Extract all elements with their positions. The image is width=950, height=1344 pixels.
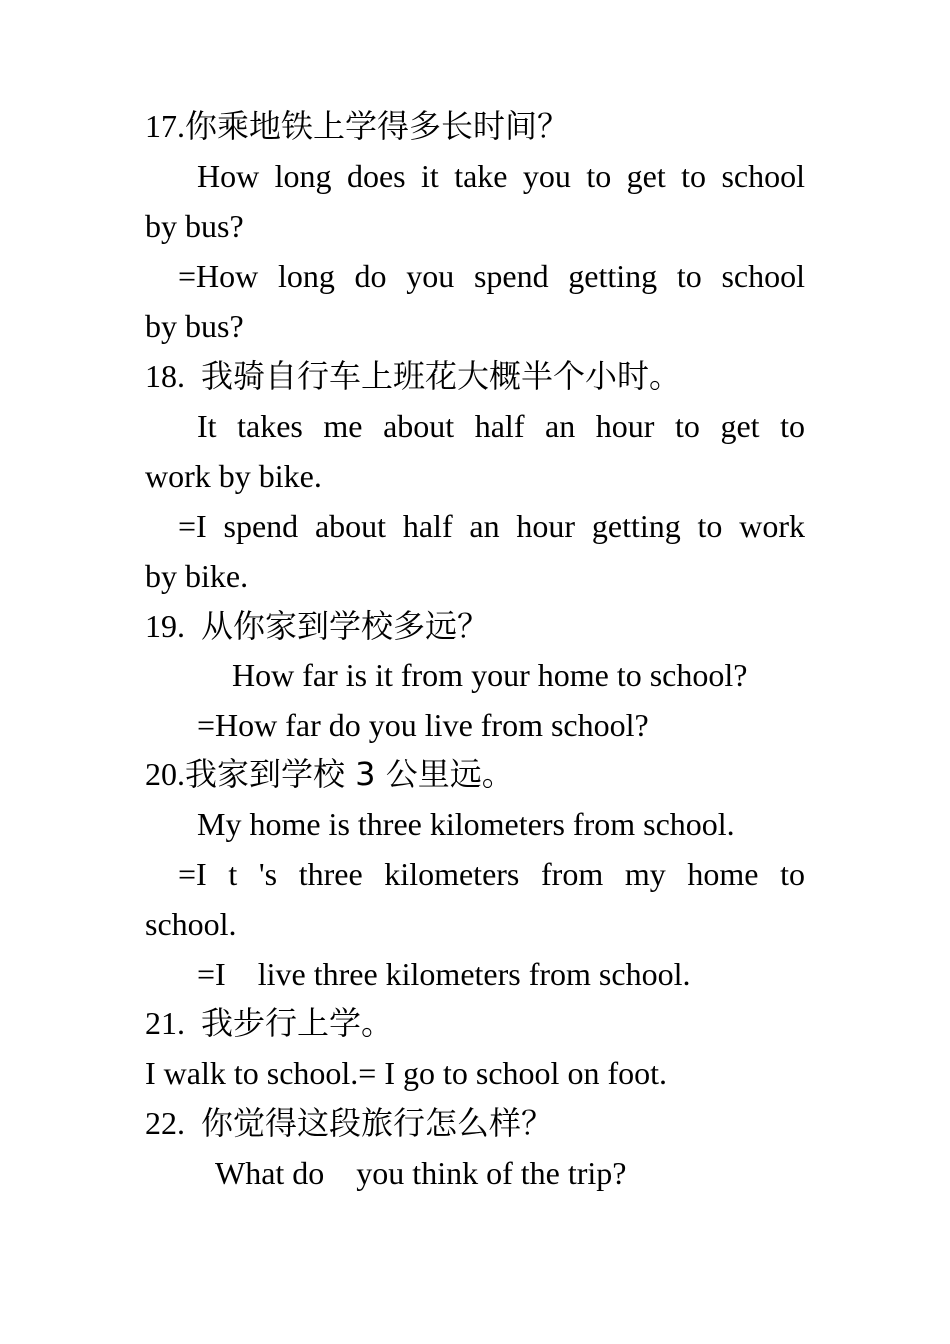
question-chinese: 我骑自行车上班花大概半个小时。 — [201, 357, 682, 395]
item-number: 21. — [145, 1005, 185, 1041]
item-20-heading — [145, 754, 807, 794]
item-18-heading — [145, 356, 807, 396]
answer-line: =I t 's three kilometers from my home to — [178, 856, 805, 892]
question-chinese: 从你家到学校多远？ — [201, 607, 490, 645]
item-number: 20. — [145, 756, 185, 792]
answer-line: school. — [145, 906, 237, 942]
item-21-heading — [145, 1003, 807, 1043]
question-chinese: 我家到学校 3 公里远。 — [185, 755, 514, 793]
answer-line: by bike. — [145, 558, 249, 594]
item-17-heading — [145, 106, 807, 146]
item-19-heading — [145, 606, 807, 646]
answer-line: =I spend about half an hour getting to work — [178, 508, 805, 544]
answer-line: =How long do you spend getting to school — [178, 258, 805, 294]
question-chinese: 你觉得这段旅行怎么样？ — [201, 1104, 554, 1142]
answer-line: How long does it take you to get to school — [197, 158, 805, 194]
answer-line: =I live three kilometers from school. — [197, 956, 691, 992]
answer-line: It takes me about half an hour to get to — [197, 408, 805, 444]
question-chinese: 你乘地铁上学得多长时间？ — [185, 107, 570, 145]
item-number: 19. — [145, 608, 185, 644]
answer-line: My home is three kilometers from school. — [197, 806, 735, 842]
item-number: 22. — [145, 1105, 185, 1141]
answer-line: What do you think of the trip? — [215, 1155, 627, 1191]
answer-line: by bus? — [145, 208, 244, 244]
answer-line: How far is it from your home to school? — [232, 657, 748, 693]
answer-line: by bus? — [145, 308, 244, 344]
answer-line: =How far do you live from school? — [197, 707, 649, 743]
item-number: 18. — [145, 358, 185, 394]
answer-line: work by bike. — [145, 458, 322, 494]
answer-line: I walk to school.= I go to school on foot. — [145, 1055, 667, 1091]
item-number: 17. — [145, 108, 185, 144]
question-chinese: 我步行上学。 — [201, 1004, 394, 1042]
item-22-heading — [145, 1103, 807, 1143]
